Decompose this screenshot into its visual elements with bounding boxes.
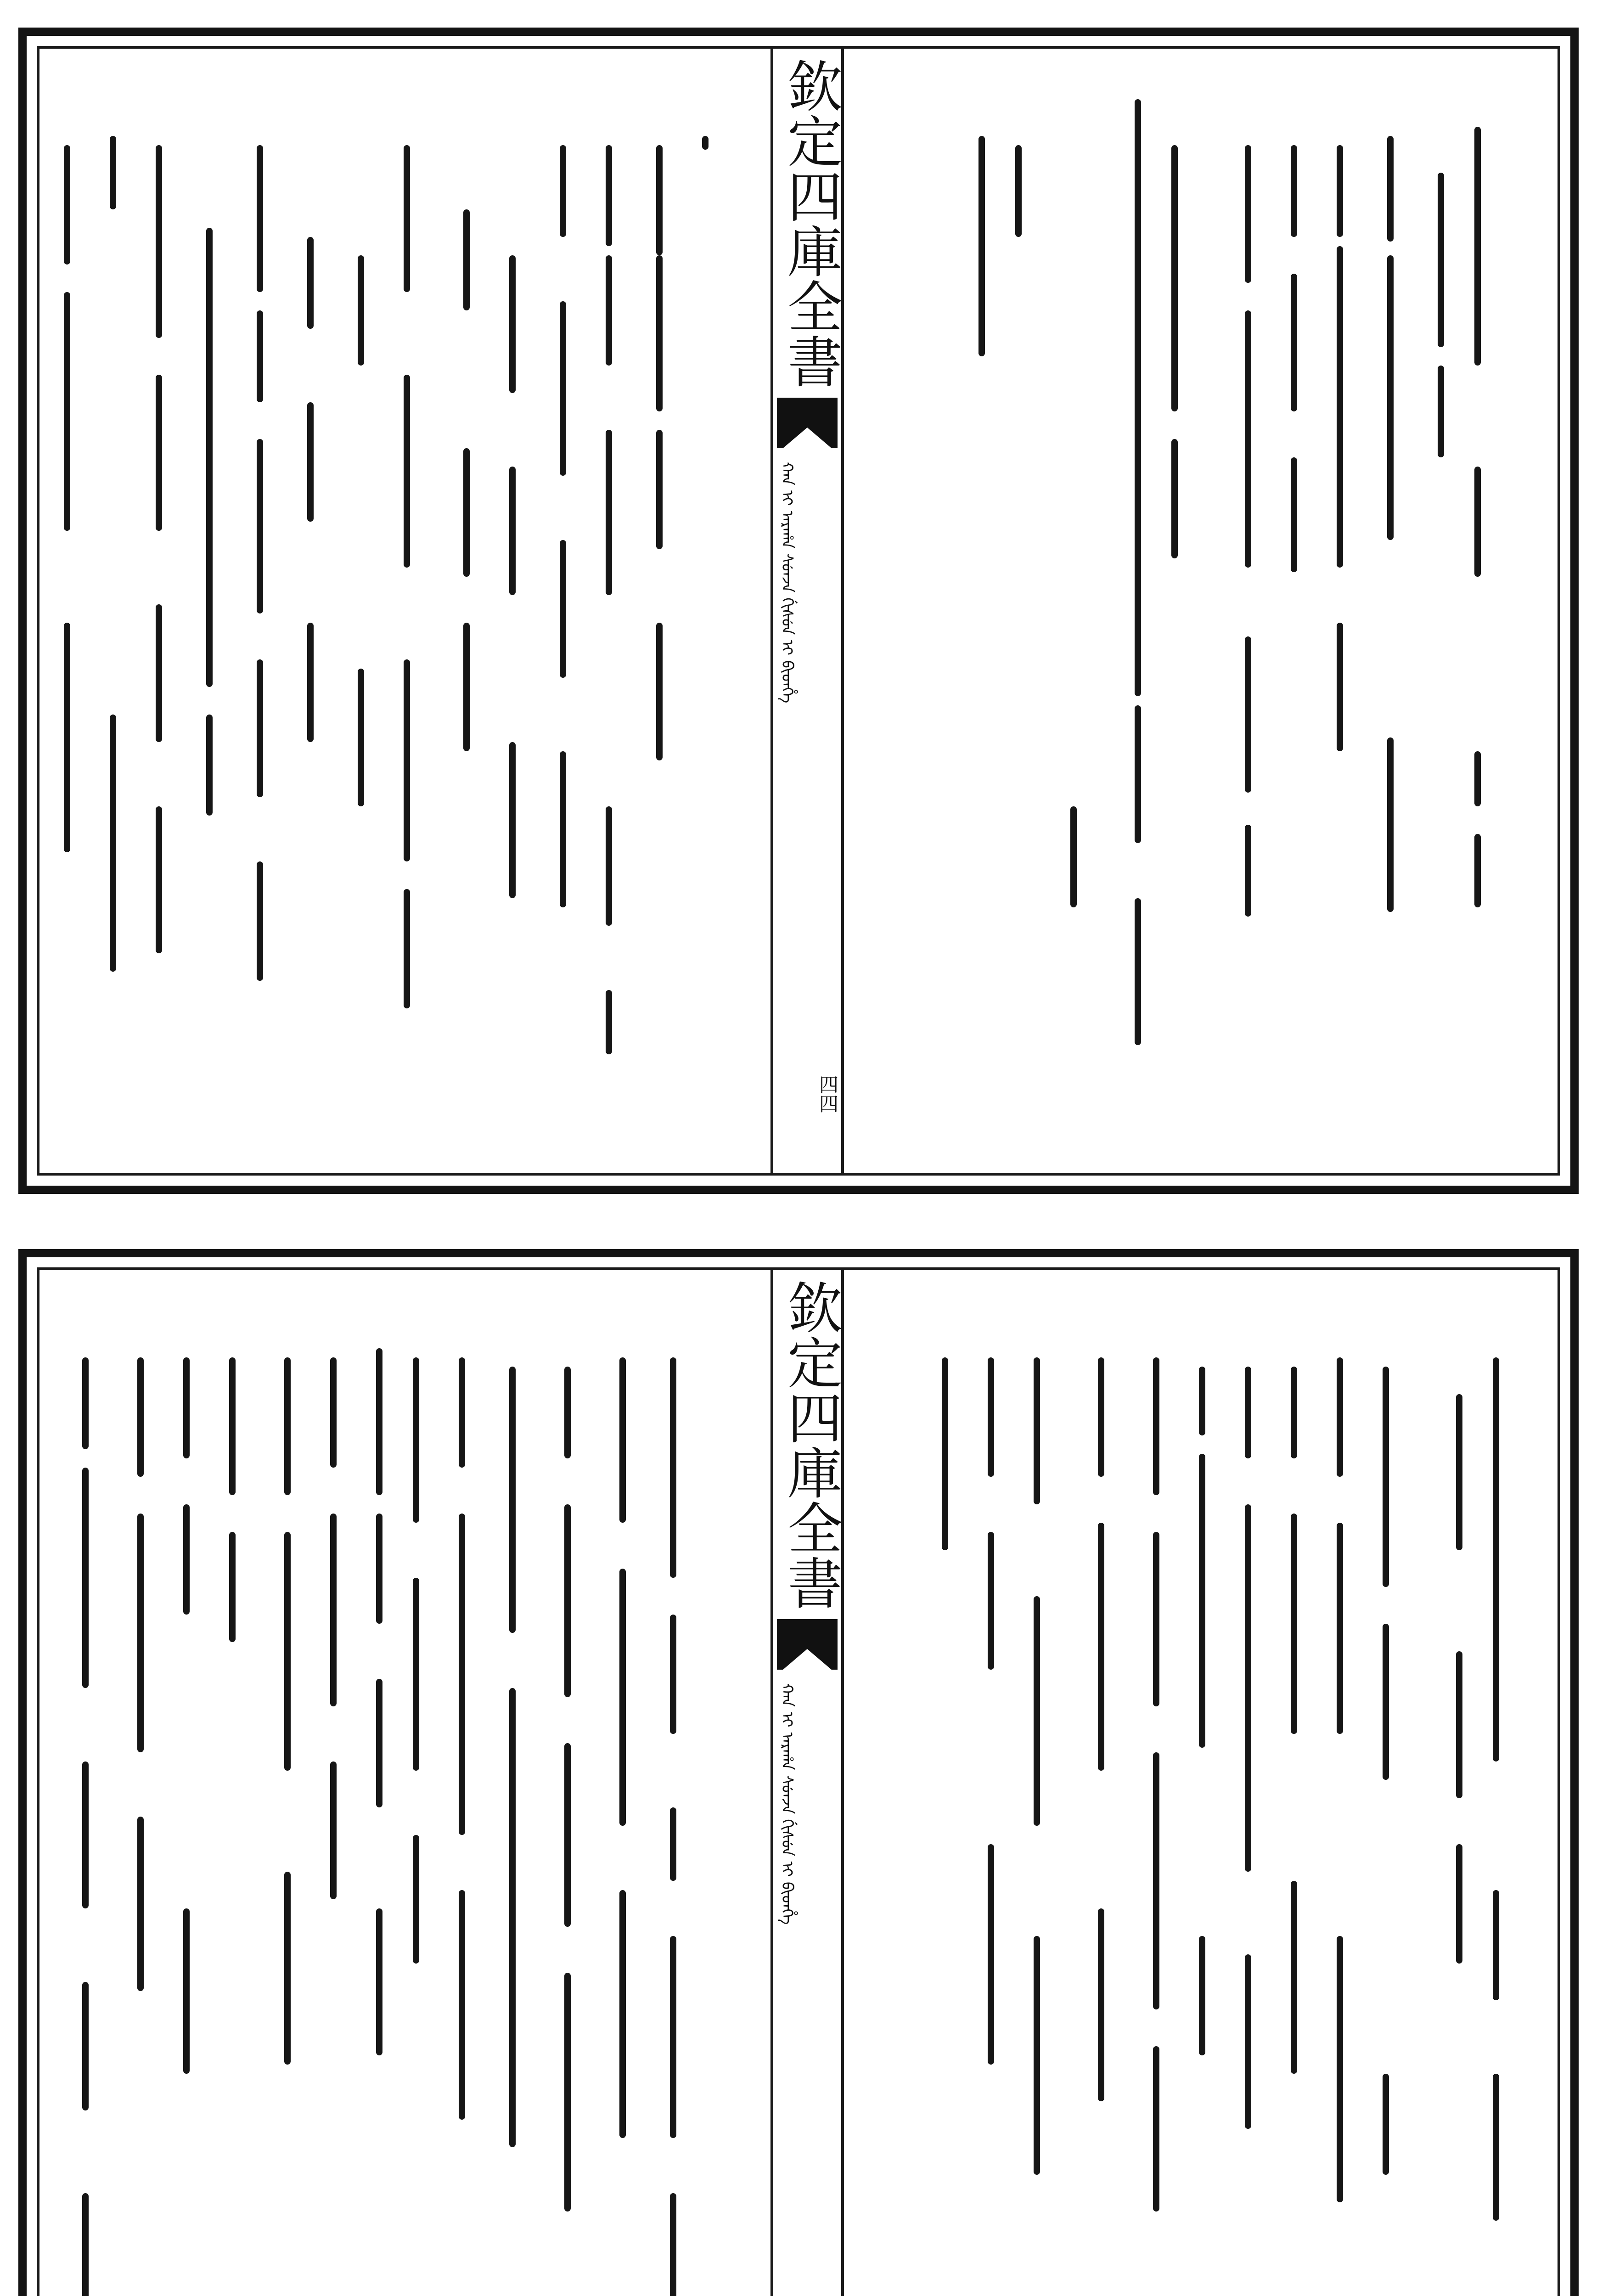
text-column <box>1156 1339 1157 2296</box>
fish-tail-mark <box>777 1619 838 1670</box>
text-column <box>379 1339 380 2296</box>
text-column <box>1390 118 1391 1131</box>
text-column <box>85 1339 86 2296</box>
book-page-top <box>18 28 1579 1194</box>
text-column <box>705 118 706 1131</box>
text-column <box>512 1339 513 2296</box>
text-column <box>310 118 311 1131</box>
spine-book-title: ᠬᠠᠨ ᡳ ᠠᡵᠠᡥᠠ ᠰᡠᠨᠵᠠ ᡤᡳᠰᡠᠨ ᡳ ᠪᡳᡨᡥᡝ <box>778 1683 796 1925</box>
right-half-page <box>844 49 1558 1173</box>
text-column <box>512 118 513 1131</box>
text-column <box>232 1339 233 2296</box>
spine-book-title: ᠬᠠᠨ ᡳ ᠠᡵᠠᡥᠠ ᠰᡠᠨᠵᠠ ᡤᡳᠰᡠᠨ ᡳ ᠪᡳᡨᡥᡝ <box>778 462 796 703</box>
center-spine <box>770 1270 844 2296</box>
book-page-bottom <box>18 1249 1579 2296</box>
text-column <box>673 1339 674 2296</box>
text-column <box>659 118 660 1131</box>
text-column <box>1202 1339 1203 2296</box>
text-column <box>1459 1339 1460 2296</box>
text-column <box>1101 1339 1102 2296</box>
spine-title: 欽定四庫全書 <box>778 58 842 388</box>
spine-page-number: 四四 <box>816 1075 839 1113</box>
left-half-page <box>39 49 770 1173</box>
text-column <box>287 1339 288 2296</box>
center-spine <box>770 49 844 1173</box>
text-column <box>209 118 210 1131</box>
spine-title: 欽定四庫全書 <box>778 1279 842 1610</box>
text-column <box>1018 118 1019 1131</box>
left-half-page <box>39 1270 770 2296</box>
right-half-page <box>844 1270 1558 2296</box>
text-column <box>333 1339 334 2296</box>
text-column <box>186 1339 187 2296</box>
fish-tail-mark <box>777 398 838 448</box>
